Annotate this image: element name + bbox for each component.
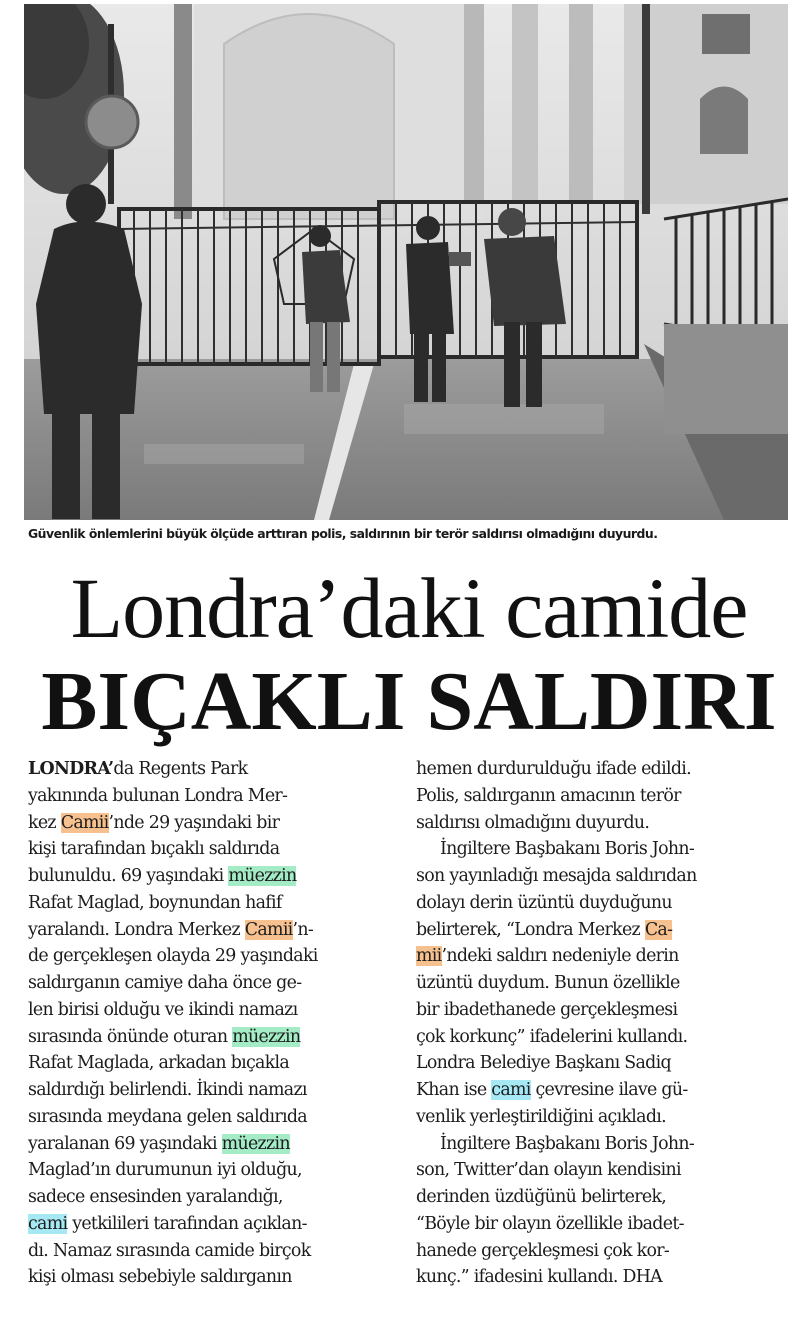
article-text: LONDRA’: [28, 759, 114, 779]
article-text: saldırganın camiye daha önce ge-: [28, 973, 302, 993]
article-text: derinden üzdüğünü belirterek,: [416, 1187, 667, 1207]
article-text: çevresine ilave gü-: [530, 1080, 688, 1100]
article-line: [416, 1104, 792, 1131]
article-line: [28, 1238, 404, 1265]
article-text: çok korkunç” ifadelerini kullandı.: [416, 1026, 688, 1047]
news-photo: [24, 4, 788, 520]
article-line: [416, 810, 792, 837]
article-column-right: [416, 756, 792, 1291]
article-column-left: [28, 756, 404, 1291]
article-text: İngiltere Başbakanı Boris John-: [440, 839, 695, 860]
highlighted-keyword: Camii: [60, 812, 109, 833]
article-line: [28, 1104, 404, 1131]
article-text: Maglad’ın durumunun iyi olduğu,: [28, 1160, 302, 1181]
article-line: [28, 970, 404, 997]
article-line: [416, 917, 792, 944]
article-text: saldırısı olmadığını duyurdu.: [416, 812, 650, 833]
article-line: [28, 756, 404, 783]
highlighted-keyword: Ca-: [644, 919, 673, 940]
article-line: [28, 1131, 404, 1158]
article-text: İngiltere Başbakanı Boris John-: [440, 1133, 695, 1154]
highlighted-keyword: cami: [491, 1080, 531, 1100]
article-line: [28, 836, 404, 863]
article-text: son, Twitter’dan olayın kendisini: [416, 1160, 681, 1181]
article-text: len birisi olduğu ve ikindi namazı: [28, 999, 298, 1020]
article-line: [28, 997, 404, 1024]
article-text: Khan ise: [416, 1080, 492, 1100]
article-line: [416, 1024, 792, 1051]
article-line: [416, 783, 792, 810]
article-text: sırasında önünde oturan: [28, 1026, 233, 1047]
article-line: [28, 943, 404, 970]
mosque-gate-illustration: [24, 4, 788, 520]
article-text: Polis, saldırganın amacının terör: [416, 785, 681, 806]
article-text: dolayı derin üzüntü duyduğunu: [416, 892, 672, 913]
article-line: [28, 783, 404, 810]
article-line: [416, 970, 792, 997]
article-text: bir ibadethanede gerçekleşmesi: [416, 999, 678, 1020]
article-text: dı. Namaz sırasında camide birçok: [28, 1240, 311, 1261]
article-text: de gerçekleşen olayda 29 yaşındaki: [28, 946, 318, 967]
article-text: kez: [28, 812, 61, 833]
article-line: [416, 1211, 792, 1238]
article-line: [28, 890, 404, 917]
highlighted-keyword: müezzin: [228, 866, 297, 886]
highlighted-keyword: cami: [28, 1213, 68, 1234]
article-line: [416, 863, 792, 890]
article-text: kunç.” ifadesini kullandı. DHA: [416, 1267, 663, 1288]
article-text: bulunuldu. 69 yaşındaki: [28, 866, 229, 886]
article-line: [416, 943, 792, 970]
article-text: yetkilileri tarafından açıklan-: [67, 1213, 307, 1234]
article-text: kişi tarafından bıçaklı saldırıda: [28, 839, 280, 860]
article-text: sırasında meydana gelen saldırıda: [28, 1106, 307, 1127]
article-text: ’nde 29 yaşındaki bir: [108, 812, 280, 833]
article-line: [416, 1077, 792, 1104]
article-text: hemen durdurulduğu ifade edildi.: [416, 759, 691, 779]
article-line: [416, 836, 792, 863]
photo-caption: Güvenlik önlemlerini büyük ölçüde arttıran polis, saldırının bir terör saldırısı olmadığını duyurdu.: [28, 526, 658, 541]
article-line: [416, 1264, 792, 1291]
highlighted-keyword: müezzin: [232, 1026, 301, 1047]
article-line: [416, 997, 792, 1024]
article-line: [28, 1077, 404, 1104]
article-line: [416, 1050, 792, 1077]
article-text: Rafat Maglad, boynundan hafif: [28, 892, 282, 913]
article-line: [28, 1157, 404, 1184]
article-text: da Regents Park: [113, 759, 248, 779]
article-text: yakınında bulunan Londra Mer-: [28, 785, 288, 806]
article-text: belirterek, “Londra Merkez: [416, 919, 645, 940]
article-text: venlik yerleştirildiğini açıkladı.: [416, 1106, 666, 1127]
highlighted-keyword: Camii: [244, 919, 293, 940]
article-line: [28, 810, 404, 837]
article-line: [28, 917, 404, 944]
article-text: ’n-: [292, 919, 314, 940]
article-text: ’ndeki saldırı nedeniyle derin: [441, 946, 679, 967]
article-line: [416, 756, 792, 783]
article-line: [28, 1024, 404, 1051]
article-text: kişi olması sebebiyle saldırganın: [28, 1267, 292, 1288]
article-text: Rafat Maglada, arkadan bıçakla: [28, 1053, 290, 1074]
article-text: üzüntü duydum. Bunun özellikle: [416, 973, 680, 993]
article-text: sadece ensesinden yaralandığı,: [28, 1187, 283, 1207]
article-text: Londra Belediye Başkanı Sadiq: [416, 1053, 671, 1074]
article-text: hanede gerçekleşmesi çok kor-: [416, 1240, 670, 1261]
article-line: [28, 1050, 404, 1077]
article-line: [28, 1184, 404, 1211]
article-line: [28, 863, 404, 890]
article-line: [416, 1131, 792, 1158]
article-text: son yayınladığı mesajda saldırıdan: [416, 866, 697, 886]
article-line: [416, 890, 792, 917]
headline-line-2: BIÇAKLI SALDIRI: [41, 655, 777, 748]
article-line: [416, 1238, 792, 1265]
article-line: [28, 1264, 404, 1291]
highlighted-keyword: müezzin: [221, 1133, 290, 1154]
article-line: [416, 1184, 792, 1211]
highlighted-keyword: mii: [416, 946, 442, 967]
article-line: [416, 1157, 792, 1184]
article-text: yaralandı. Londra Merkez: [28, 919, 245, 940]
article-text: yaralanan 69 yaşındaki: [28, 1133, 222, 1154]
article-line: [28, 1211, 404, 1238]
article-text: “Böyle bir olayın özellikle ibadet-: [416, 1213, 684, 1234]
headline-line-1: Londra’daki camide: [70, 560, 748, 656]
article-text: saldırdığı belirlendi. İkindi namazı: [28, 1080, 307, 1100]
